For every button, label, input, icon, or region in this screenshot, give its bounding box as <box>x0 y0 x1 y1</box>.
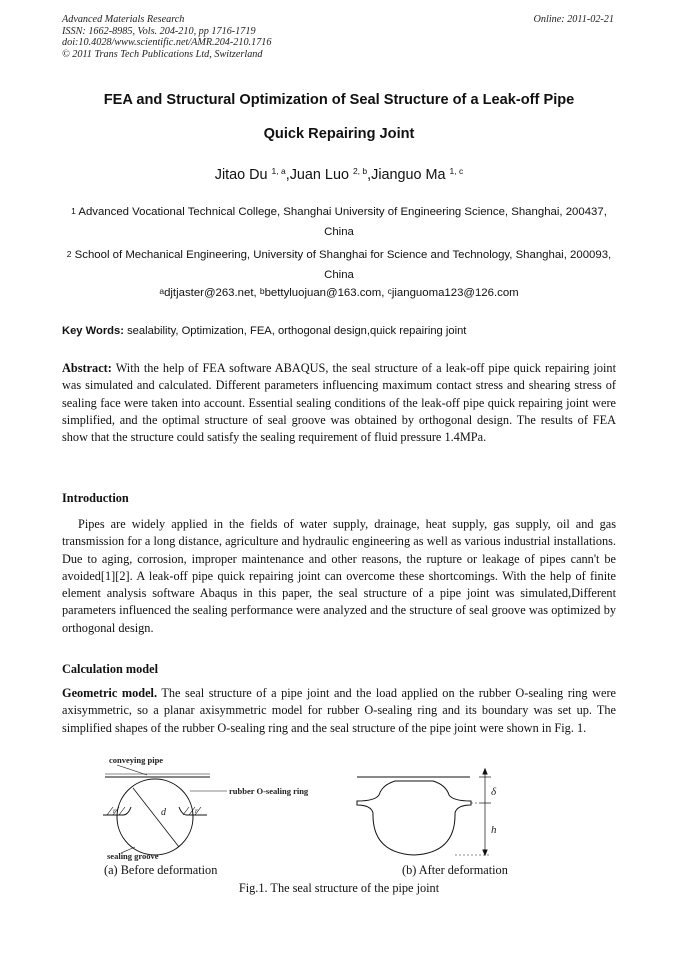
email-2-sup: b <box>259 286 265 296</box>
author-1-sup: 1, a <box>271 166 286 176</box>
caption-b: (b) After deformation <box>402 863 508 877</box>
journal-header <box>62 14 271 60</box>
doi-line: doi:10.4028/www.scientific.net/AMR.204-210.1716 <box>62 37 272 49</box>
geometric-model-label: Geometric model. <box>62 686 158 700</box>
deformed-ring-outline <box>357 781 471 855</box>
rubber-ring-label: rubber O-sealing ring <box>229 786 309 796</box>
abstract-text: With the help of FEA software ABAQUS, the seal structure of a leak-off pipe quick repairing joint was simulated and calculated. Different parameters influencing maximum contact stress and shearing stress of sealing face were taken into account. Essential sealing conditions of the leak-off pipe quick repairing joint were simplified, and the optimal structure of seal groove was obtained by orthogonal design. The results of FEA show that the structure could satisfy the sealing requirement of fluid pressure 1.4MPa. <box>62 361 616 445</box>
copyright-line: © 2011 Trans Tech Publications Ltd, Switzerland <box>62 48 263 60</box>
introduction-heading: Introduction <box>62 491 129 505</box>
h-label: h <box>491 824 497 836</box>
online-date: Online: 2011-02-21 <box>533 14 614 25</box>
keywords-label: Key Words: <box>62 325 124 337</box>
figure-caption: Fig.1. The seal structure of the pipe joint <box>238 881 440 895</box>
radius-label-right: r <box>195 807 198 815</box>
diameter-label: d <box>161 807 166 818</box>
issn-line: ISSN: 1662-8985, Vols. 204-210, pp 1716-1719 <box>62 25 256 37</box>
introduction-text: Pipes are widely applied in the fields of water supply, drainage, heat supply, gas supply, oil and gas transmission for a long distance, agriculture and hydraulic engineering as well as various industrial installations. Due to aging, corrosion, improper maintenance and other reasons, the rupture or leakage of pipes cann't be avoided[1][2]. A leak-off pipe quick repairing joint can overcome these shortcomings. With the help of finite element analysis software Abaqus in this paper, the seal structure of a pipe joint was simulated,Different parameters influenced the sealing performance were analyzed and the structure of seal groove was optimized by orthogonal design. <box>62 517 616 635</box>
affiliation-2-sup: 2 <box>66 249 72 259</box>
affiliation-2-text: School of Mechanical Engineering, University of Shanghai for Science and Technology, Shanghai, 200093, China <box>71 249 612 281</box>
author-3: ,Jianguo Ma <box>367 167 450 183</box>
author-3-sup: 1, c <box>449 166 464 176</box>
email-2: bettyluojuan@163.com, <box>264 287 388 299</box>
abstract <box>62 360 616 446</box>
author-list <box>40 167 638 183</box>
email-1: djtjaster@263.net, <box>164 287 260 299</box>
affiliation-1-sup: 1 <box>71 206 76 216</box>
affiliation-2 <box>62 245 616 285</box>
email-1-sup: a <box>159 286 165 296</box>
label-leader-conveying <box>117 765 147 775</box>
caption-a: (a) Before deformation <box>104 863 218 877</box>
o-ring-circle <box>117 779 193 855</box>
keywords-text: sealability, Optimization, FEA, orthogonal design,quick repairing joint <box>123 325 467 337</box>
journal-name: Advanced Materials Research <box>62 14 185 25</box>
author-2-sup: 2, b <box>352 166 368 176</box>
delta-label: δ <box>491 786 497 798</box>
title-line-2: Quick Repairing Joint <box>263 126 415 142</box>
figure-b-after <box>357 769 491 855</box>
email-3: jianguoma123@126.com <box>391 287 519 299</box>
email-3-sup: c <box>387 286 392 296</box>
author-1: Jitao Du <box>214 167 272 183</box>
geometric-model-text: The seal structure of a pipe joint and the load applied on the rubber O-sealing ring were axisymmetric, so a planar axisymmetric model for rubber O-sealing ring and its boundary was set up. The simplified shapes of the rubber O-sealing ring and the seal structure of the pipe joint were shown in Fig. 1. <box>62 686 616 735</box>
affiliation-1-text: Advanced Vocational Technical College, Shanghai University of Engineering Science, Shanghai, 200437, China <box>75 206 607 238</box>
calculation-heading: Calculation model <box>62 662 158 676</box>
keywords <box>62 325 616 337</box>
email-list <box>40 287 638 299</box>
groove-hatch-left <box>107 807 125 815</box>
title-line-1: FEA and Structural Optimization of Seal Structure of a Leak-off Pipe <box>103 92 575 108</box>
seal-structure-figure <box>95 755 515 863</box>
conveying-pipe-label: conveying pipe <box>109 755 164 765</box>
geometric-model-paragraph <box>62 685 616 737</box>
abstract-label: Abstract: <box>62 361 112 375</box>
radius-label-left: r <box>113 807 116 815</box>
diameter-line <box>133 788 179 847</box>
sealing-groove-label: sealing groove <box>107 851 159 861</box>
affiliation-1 <box>62 202 616 242</box>
author-2: ,Juan Luo <box>285 167 353 183</box>
